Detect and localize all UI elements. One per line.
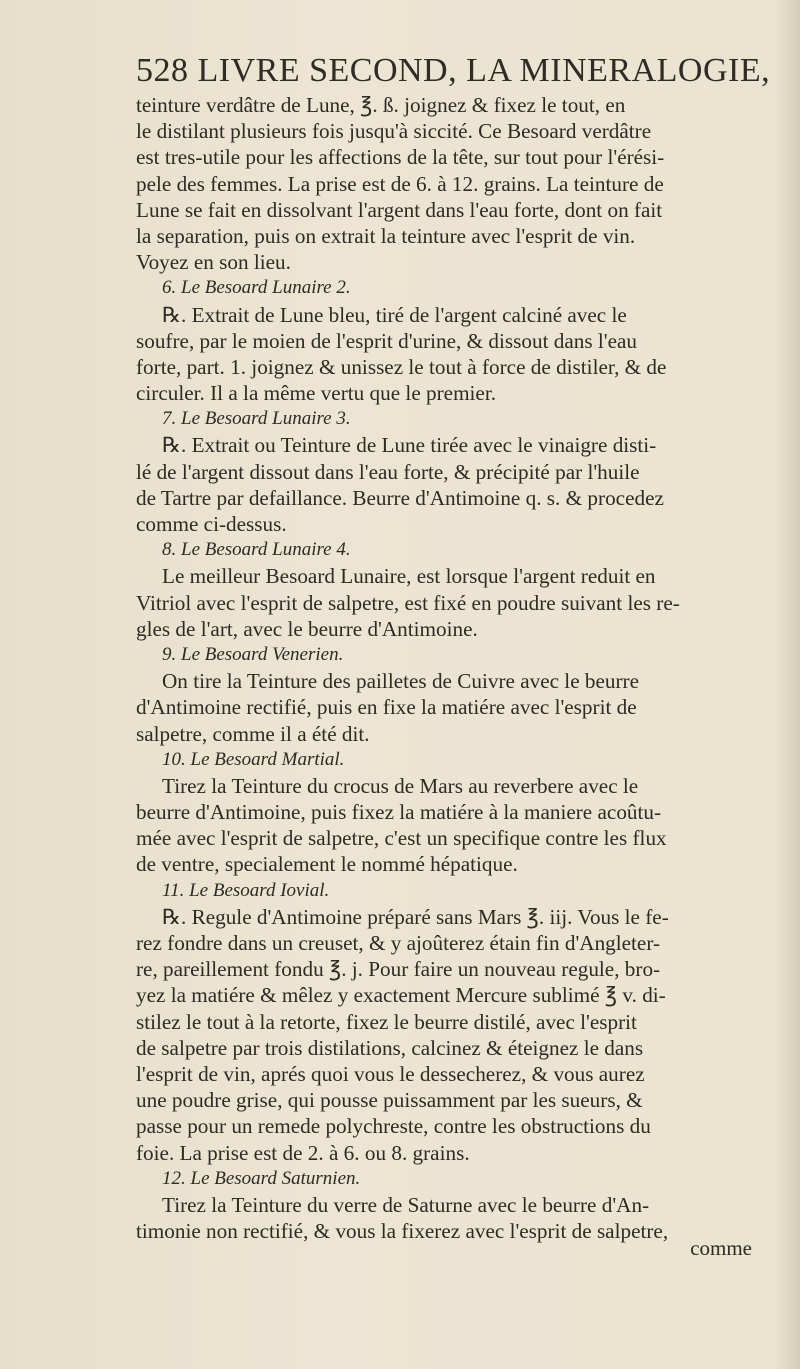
text-line: gles de l'art, avec le beurre d'Antimoine. [136, 616, 478, 641]
text-line: ℞. Extrait ou Teinture de Lune tirée avec le vinaigre disti- [162, 433, 657, 458]
text-line: rez fondre dans un creuset, & y ajoûterez étain fin d'Angleter- [136, 931, 661, 955]
section-title: 12. Le Besoard Saturnien. [162, 1167, 361, 1189]
text-line: Vitriol avec l'esprit de salpetre, est fixé en poudre suivant les re- [136, 590, 680, 615]
text-line: de ventre, specialement le nommé hépatique. [136, 852, 518, 877]
section-title: 9. Le Besoard Venerien. [162, 643, 344, 665]
text-line: de salpetre par trois distilations, calcinez & éteignez le dans [136, 1035, 644, 1060]
text-line: pele des femmes. La prise est de 6. à 12. grains. La teinture de [136, 171, 664, 196]
text-line: l'esprit de vin, aprés quoi vous le dessecherez, & vous aurez [136, 1061, 645, 1086]
text-line: d'Antimoine rectifié, puis en fixe la matiére avec l'esprit de [136, 695, 637, 720]
section-title: 11. Le Besoard Iovial. [162, 879, 330, 901]
text-line: beurre d'Antimoine, puis fixez la matiére à la maniere acoûtu- [136, 800, 662, 825]
text-line: ℞. Extrait de Lune bleu, tiré de l'argent calciné avec le [162, 302, 627, 327]
text-line: Le meilleur Besoard Lunaire, est lorsque l'argent reduit en [162, 564, 656, 589]
text-line: soufre, par le moien de l'esprit d'urine, & dissout dans l'eau [136, 328, 637, 353]
section-title: 10. Le Besoard Martial. [162, 748, 345, 770]
text-line: circuler. Il a la même vertu que le premier. [136, 381, 497, 406]
text-line: ℞. Regule d'Antimoine préparé sans Mars ℥. iij. Vous le fe- [162, 904, 669, 929]
text-line: timonie non rectifié, & vous la fixerez avec l'esprit de salpetre, [136, 1219, 669, 1244]
text-line: salpetre, comme il a été dit. [136, 721, 370, 746]
section-title: 7. Le Besoard Lunaire 3. [162, 408, 351, 430]
text-line: la separation, puis on extrait la teinture avec l'esprit de vin. [136, 223, 636, 248]
text-line: est tres-utile pour les affections de la tête, sur tout pour l'érési- [136, 145, 665, 170]
text-line: forte, part. 1. joignez & unissez le tout à force de distiler, & de [136, 354, 667, 379]
text-line: passe pour un remede polychreste, contre les obstructions du [136, 1114, 651, 1139]
text-line: mée avec l'esprit de salpetre, c'est un specifique contre les flux [136, 826, 667, 851]
text-line: stilez le tout à la retorte, fixez le beurre distilé, avec l'esprit [136, 1009, 637, 1034]
text-line: de Tartre par defaillance. Beurre d'Antimoine q. s. & procedez [136, 485, 664, 510]
text-line: Tirez la Teinture du crocus de Mars au reverbere avec le [162, 773, 639, 798]
section-title: 6. Le Besoard Lunaire 2. [162, 277, 351, 299]
page-body [136, 92, 786, 1244]
text-line: comme ci-dessus. [136, 512, 287, 536]
text-line: yez la matiére & mêlez y exactement Mercure sublimé ℥ v. di- [136, 983, 666, 1008]
text-line: On tire la Teinture des pailletes de Cuivre avec le beurre [162, 669, 639, 694]
text-line: Lune se fait en dissolvant l'argent dans l'eau forte, dont on fait [136, 197, 663, 222]
running-header: 528 LIVRE SECOND, LA MINERALOGIE, [136, 52, 771, 89]
text-line: Tirez la Teinture du verre de Saturne avec le beurre d'An- [162, 1192, 650, 1217]
text-line: re, pareillement fondu ℥. j. Pour faire un nouveau regule, bro- [136, 957, 661, 982]
section-title: 8. Le Besoard Lunaire 4. [162, 539, 351, 561]
text-line: Voyez en son lieu. [136, 250, 291, 275]
text-line: une poudre grise, qui pousse puissamment par les sueurs, & [136, 1088, 643, 1113]
text-line: teinture verdâtre de Lune, ℥. ß. joignez & fixez le tout, en [136, 93, 626, 117]
text-line: foie. La prise est de 2. à 6. ou 8. grains. [136, 1140, 470, 1165]
text-line: lé de l'argent dissout dans l'eau forte, & précipité par l'huile [136, 459, 640, 484]
catchword: comme [690, 1236, 752, 1260]
text-line: le distilant plusieurs fois jusqu'à siccité. Ce Besoard verdâtre [136, 119, 652, 144]
